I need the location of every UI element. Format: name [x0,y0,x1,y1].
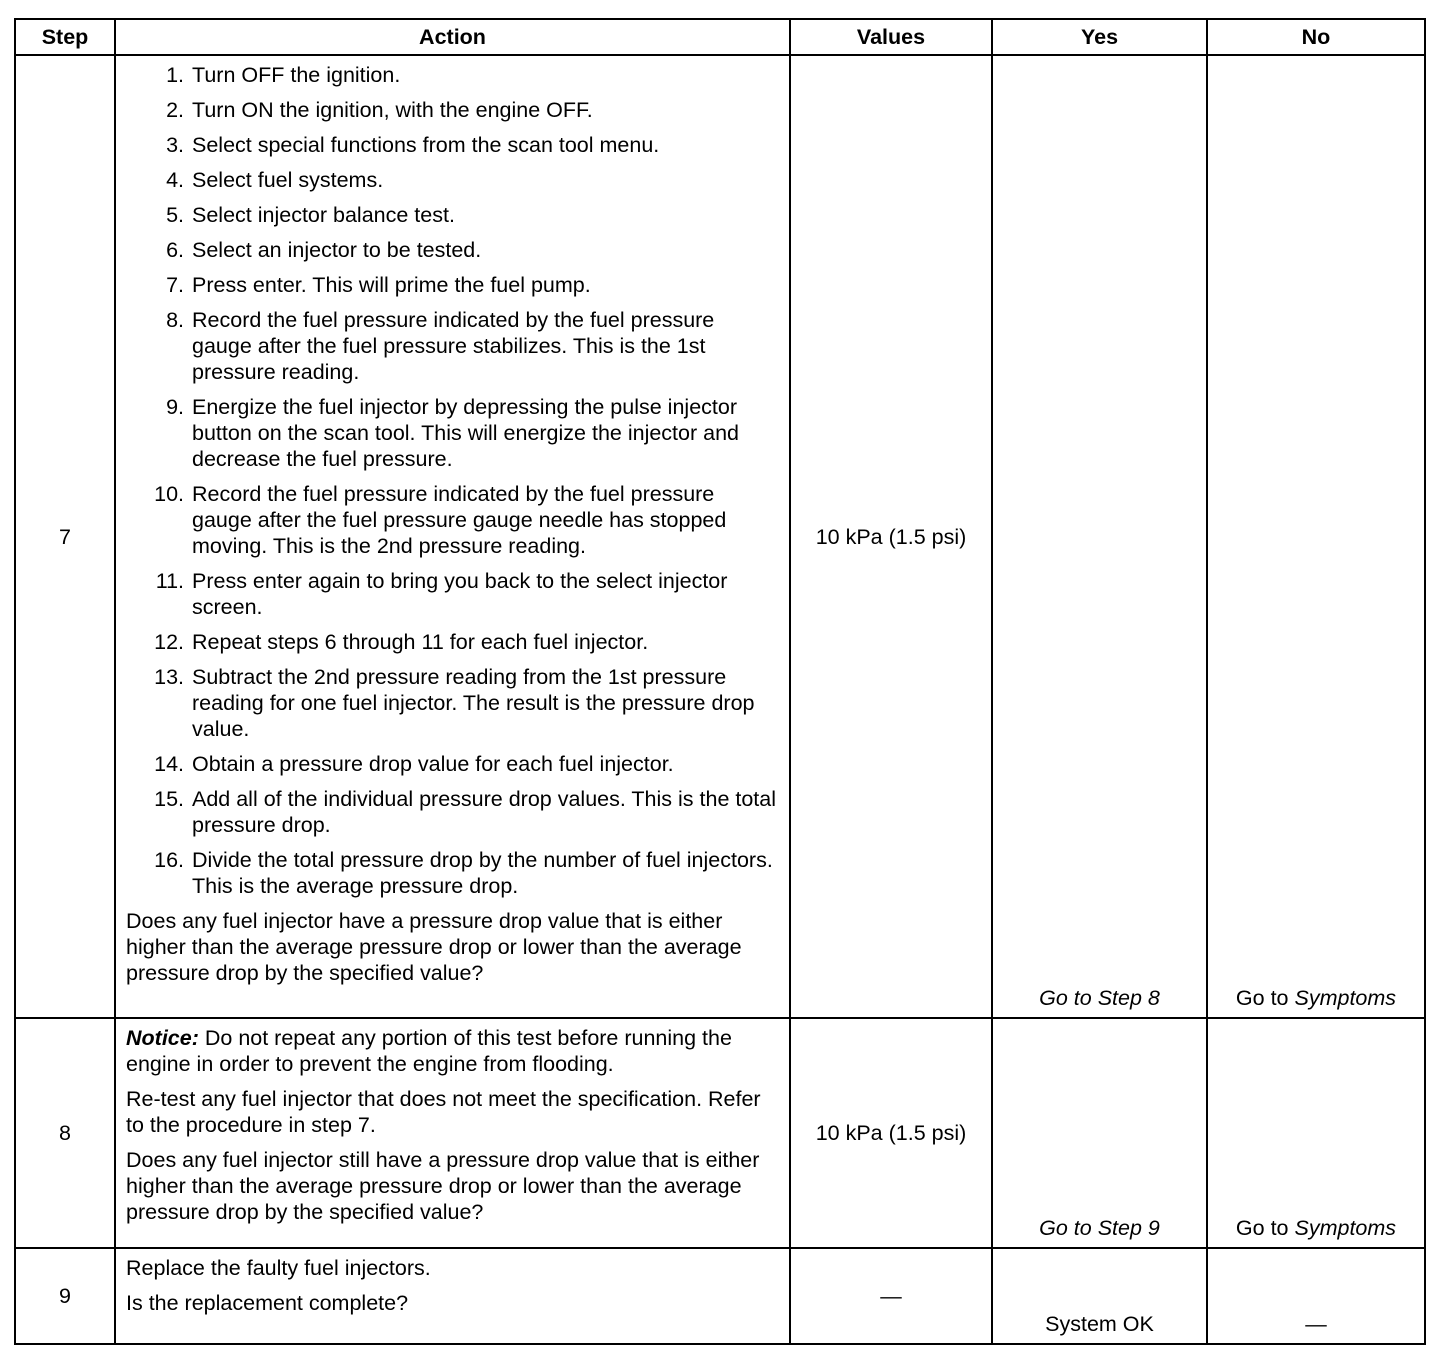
item-number: 7. [166,273,184,297]
item-text: Repeat steps 6 through 11 for each fuel injector. [192,630,649,654]
item-text: Subtract the 2nd pressure reading from the 1st pressure reading for one fuel injector. The result is the pressure drop value. [192,665,755,741]
item-number: 2. [166,98,184,122]
item-text: Add all of the individual pressure drop values. This is the total pressure drop. [192,787,777,837]
item-number: 13. [154,665,184,689]
values-cell: 10 kPa (1.5 psi) [790,55,992,1018]
item-number: 12. [154,630,184,654]
list-item [126,272,779,298]
no-dash: — [1305,1312,1327,1336]
step-question: Does any fuel injector still have a pressure drop value that is either higher than the average pressure drop or lower than the average pressure drop by the specified value? [126,1148,760,1224]
item-text: Select special functions from the scan tool menu. [192,133,660,157]
list-item [126,307,779,385]
notice-label: Notice: [126,1026,199,1050]
list-item [126,202,779,228]
values-cell: — [790,1248,992,1344]
item-text: Energize the fuel injector by depressing the pulse injector button on the scan tool. This will energize the injector and decrease the fuel pressure. [192,395,739,471]
system-ok-text: System OK [1045,1312,1154,1336]
step-number: 8 [15,1018,115,1248]
symptoms-link[interactable]: Symptoms [1294,986,1397,1010]
go-to-step-link[interactable]: Go to Step 9 [1039,1216,1160,1240]
item-number: 8. [166,308,184,332]
values-cell: 10 kPa (1.5 psi) [790,1018,992,1248]
header-row [15,19,1425,55]
item-number: 5. [166,203,184,227]
item-text: Record the fuel pressure indicated by the fuel pressure gauge after the fuel pressure stabilizes. This is the 1st pressure reading. [192,308,715,384]
item-text: Select an injector to be tested. [192,238,482,262]
action-cell [115,1248,790,1344]
list-item [126,847,779,899]
list-item [126,237,779,263]
item-text: Obtain a pressure drop value for each fuel injector. [192,752,674,776]
list-item [126,664,779,742]
list-item [126,167,779,193]
no-prefix: Go to [1235,1216,1289,1240]
item-text: Press enter again to bring you back to the select injector screen. [192,569,728,619]
list-item [126,132,779,158]
item-number: 6. [166,238,184,262]
item-text: Divide the total pressure drop by the number of fuel injectors. This is the average pressure drop. [192,848,773,898]
list-item [126,394,779,472]
header-step: Step [15,19,115,55]
list-item [126,97,779,123]
action-list [126,62,779,899]
header-action: Action [115,19,790,55]
step-row-9 [15,1248,1425,1344]
notice-paragraph [126,1025,779,1077]
item-text: Record the fuel pressure indicated by the fuel pressure gauge after the fuel pressure gauge needle has stopped moving. This is the 2nd pressure reading. [192,482,727,558]
step-number: 7 [15,55,115,1018]
step-number: 9 [15,1248,115,1344]
header-no: No [1207,19,1425,55]
no-prefix: Go to [1235,986,1289,1010]
diagnostic-table [14,18,1426,1345]
yes-cell [992,1248,1207,1344]
list-item [126,62,779,88]
item-text: Turn ON the ignition, with the engine OFF. [192,98,593,122]
list-item [126,481,779,559]
notice-text: Do not repeat any portion of this test before running the engine in order to prevent the engine from flooding. [126,1026,732,1076]
item-number: 1. [166,63,184,87]
item-text: Select fuel systems. [192,168,384,192]
header-values: Values [790,19,992,55]
item-number: 14. [154,752,184,776]
no-cell [1207,1018,1425,1248]
symptoms-link[interactable]: Symptoms [1294,1216,1397,1240]
item-text: Select injector balance test. [192,203,455,227]
go-to-step-link[interactable]: Go to Step 8 [1039,986,1160,1010]
step-question: Is the replacement complete? [126,1291,409,1315]
no-cell [1207,1248,1425,1344]
step-row-7 [15,55,1425,1018]
item-number: 9. [166,395,184,419]
item-number: 11. [155,569,184,593]
no-cell [1207,55,1425,1018]
step-row-8 [15,1018,1425,1248]
item-number: 4. [166,168,184,192]
item-text: Press enter. This will prime the fuel pump. [192,273,591,297]
action-cell [115,55,790,1018]
item-number: 3. [166,133,184,157]
header-yes: Yes [992,19,1207,55]
yes-cell [992,55,1207,1018]
item-number: 16. [154,848,184,872]
list-item [126,751,779,777]
retest-paragraph: Re-test any fuel injector that does not meet the specification. Refer to the procedure in step 7. [126,1087,761,1137]
step-question: Does any fuel injector have a pressure drop value that is either higher than the average pressure drop or lower than the average pressure drop by the specified value? [126,909,742,985]
yes-cell [992,1018,1207,1248]
list-item [126,629,779,655]
item-text: Turn OFF the ignition. [192,63,401,87]
item-number: 10. [154,482,184,506]
replace-paragraph: Replace the faulty fuel injectors. [126,1256,431,1280]
list-item [126,786,779,838]
item-number: 15. [154,787,184,811]
list-item [126,568,779,620]
action-cell [115,1018,790,1248]
